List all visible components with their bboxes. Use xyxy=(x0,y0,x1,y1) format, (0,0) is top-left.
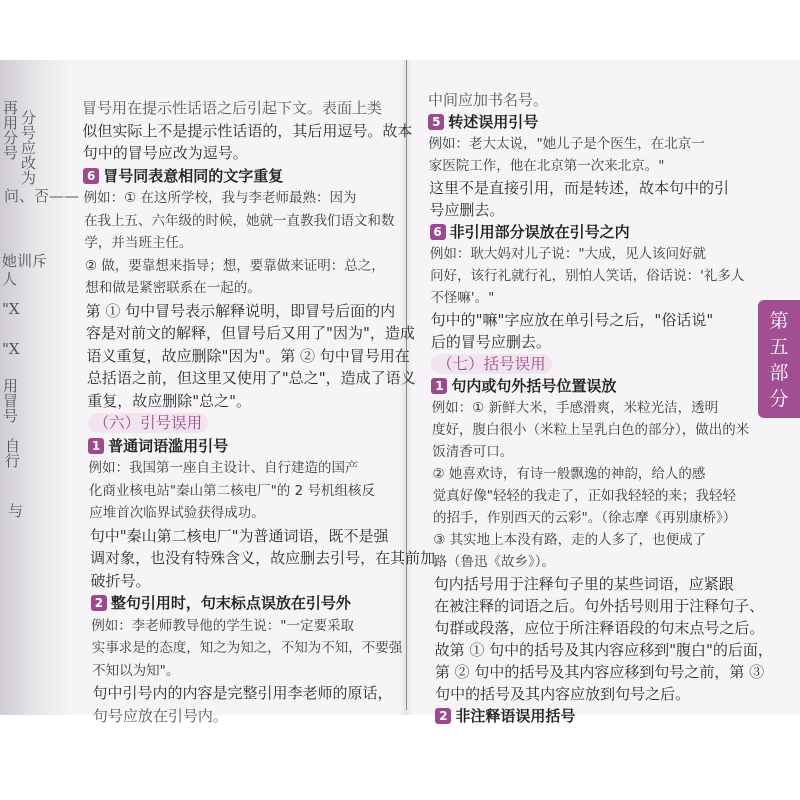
example-line: 家医院工作，他在北京第一次来北京。" xyxy=(428,158,665,174)
item-heading xyxy=(83,166,283,186)
item-heading-text: 非引用部分误放在引号之内 xyxy=(449,223,630,241)
body-line: 第 ② 句中的括号及其内容应移到句号之前，第 ③ xyxy=(434,663,765,681)
example-line: 在我上五、六年级的时候，她就一直教我们语文和数 xyxy=(84,212,395,229)
item-heading-text: 句内或句外括号位置误放 xyxy=(451,377,617,395)
body-line: 似但实际上不是提示性话语的，其后用逗号。故本 xyxy=(82,121,413,140)
example-line: 例如：李老师教导他的学生说："一定要采取 xyxy=(91,617,355,634)
item-heading xyxy=(91,593,351,613)
edge-text-fragment: 人 xyxy=(2,270,18,288)
section-tab-label: 第五部分 xyxy=(769,310,789,410)
example-line: 例如：我国第一座自主设计、自行建造的国产 xyxy=(88,460,359,476)
example-line: 例如：① 在这所学校，我与李老师最熟：因为 xyxy=(83,190,357,206)
edge-text-fragment: "X xyxy=(2,300,20,318)
section-tab xyxy=(758,300,800,418)
example-line: 例如：老大太说，"她儿子是个医生，在北京一 xyxy=(428,136,705,152)
edge-text-fragment: 她训斥 xyxy=(2,252,48,270)
example-line: 度好，腹白很小（米粒上呈乳白色的部分），做出的米 xyxy=(431,422,750,438)
example-line: 觉真好像"轻轻的我走了，正如我轻轻的来；我轻轻 xyxy=(432,488,736,504)
item-heading-text: 整句引用时，句末标点误放在引号外 xyxy=(110,594,351,612)
item-number-badge: 2 xyxy=(435,708,451,724)
item-heading xyxy=(88,436,228,456)
example-line: 学，并当班主任。 xyxy=(84,235,193,251)
edge-text-fragment: 与 xyxy=(8,502,24,520)
body-line: 句群或段落，应位于所注释语段的句末点号之后。 xyxy=(434,619,765,637)
edge-text-fragment: "X xyxy=(2,340,20,358)
body-line: 故第 ① 句中的括号及其内容应移到"腹白"的后面， xyxy=(434,641,773,659)
item-number-badge: 6 xyxy=(430,224,446,240)
body-line: 在被注释的词语之后。句外括号则用于注释句子、 xyxy=(434,597,765,615)
body-line: 句中"秦山第二核电厂"为普通词语，既不是强 xyxy=(89,526,389,545)
example-line: 应堆首次临界试验获得成功。 xyxy=(89,505,265,521)
item-heading xyxy=(430,222,630,242)
body-line: 总括语之前，但这里又使用了"总之"，造成了语义 xyxy=(86,369,416,387)
body-line: 调对象，也没有特殊含义，故应删去引号，在其前加 xyxy=(90,549,436,567)
edge-text-fragment: 再用分号 xyxy=(1,100,19,160)
body-line: 破折号。 xyxy=(90,571,151,590)
item-heading-text: 普通词语滥用引号 xyxy=(108,436,229,455)
body-line: 容是对前文的解释，但冒号后又用了"因为"，造成 xyxy=(86,324,415,342)
body-line: 句中的括号及其内容应放到句号之后。 xyxy=(435,685,691,703)
example-line: 例如：① 新鲜大米，手感滑爽，米粒光洁，透明 xyxy=(431,400,719,416)
section-subheading: （六）引号误用 xyxy=(88,413,209,433)
body-line: 后的冒号应删去。 xyxy=(430,333,551,351)
example-line: 想和做是紧密联系在一起的。 xyxy=(85,280,261,296)
item-number-badge: 6 xyxy=(83,168,99,184)
body-line: 句中的"嘛"字应放在单引号之后，"俗话说" xyxy=(430,311,714,329)
example-line: 路（鲁迅《故乡》）。 xyxy=(433,554,556,570)
example-line: ② 她喜欢诗，有诗一般飘逸的神韵，给人的感 xyxy=(432,466,706,482)
edge-text-fragment: 问、否—— xyxy=(4,187,80,205)
body-line: 句号应放在引号内。 xyxy=(92,706,228,725)
item-number-badge: 1 xyxy=(88,438,104,454)
example-line: 问好，该行礼就行礼，别怕人笑话，俗话说：'礼多人 xyxy=(430,268,745,284)
example-line: 饭清香可口。 xyxy=(432,444,514,460)
item-number-badge: 5 xyxy=(428,114,444,130)
body-line: 句中引号内的内容是完整引用李老师的原话， xyxy=(92,684,393,702)
item-heading xyxy=(431,376,616,396)
body-line: 中间应加书名号。 xyxy=(428,91,549,109)
body-line: 重复，故应删除"总之"。 xyxy=(87,391,252,410)
item-heading-text: 转述误用引号 xyxy=(448,113,539,131)
item-heading-text: 冒号同表意相同的文字重复 xyxy=(103,166,284,185)
item-number-badge: 1 xyxy=(431,378,447,394)
example-line: ③ 其实地上本没有路，走的人多了，也便成了 xyxy=(433,532,707,548)
body-line: 句内括号用于注释句子里的某些词语，应紧跟 xyxy=(433,575,734,593)
edge-text-fragment: 分号应改为 xyxy=(19,110,37,185)
item-heading-text: 非注释语误用括号 xyxy=(455,707,576,725)
example-line: 例如：耿大妈对儿子说："大成，见人该问好就 xyxy=(429,246,707,262)
example-line: ② 做，要靠想来指导；想，要靠做来证明：总之， xyxy=(84,257,385,274)
item-heading xyxy=(435,706,575,726)
section-subheading: （七）括号误用 xyxy=(431,354,552,374)
edge-text-fragment: 自行 xyxy=(3,438,21,468)
body-line: 这里不是直接引用，而是转述，故本句中的引 xyxy=(429,179,730,197)
example-line: 化商业核电站"秦山第二核电厂"的 2 号机组核反 xyxy=(88,482,375,499)
body-line: 句中的冒号应改为逗号。 xyxy=(82,144,248,162)
body-line: 第 ① 句中冒号表示解释说明，即冒号后面的内 xyxy=(85,301,396,320)
body-line: 号应删去。 xyxy=(429,201,505,219)
item-number-badge: 2 xyxy=(91,595,107,611)
example-line: 不知以为知"。 xyxy=(92,662,180,679)
edge-text-fragment: 用冒号 xyxy=(1,378,19,423)
item-heading xyxy=(428,112,538,132)
body-line: 语义重复，故应删除"因为"。第 ② 句中冒号用在 xyxy=(86,346,410,365)
example-line: 不怪嘛'。" xyxy=(430,290,495,306)
example-line: 实事求是的态度，知之为知之，不知为不知，不要强 xyxy=(91,640,403,656)
example-line: 的招手，作别西天的云彩"。（徐志摩《再别康桥》） xyxy=(433,510,737,526)
body-line: 冒号用在提示性话语之后引起下文。表面上类 xyxy=(82,99,383,117)
